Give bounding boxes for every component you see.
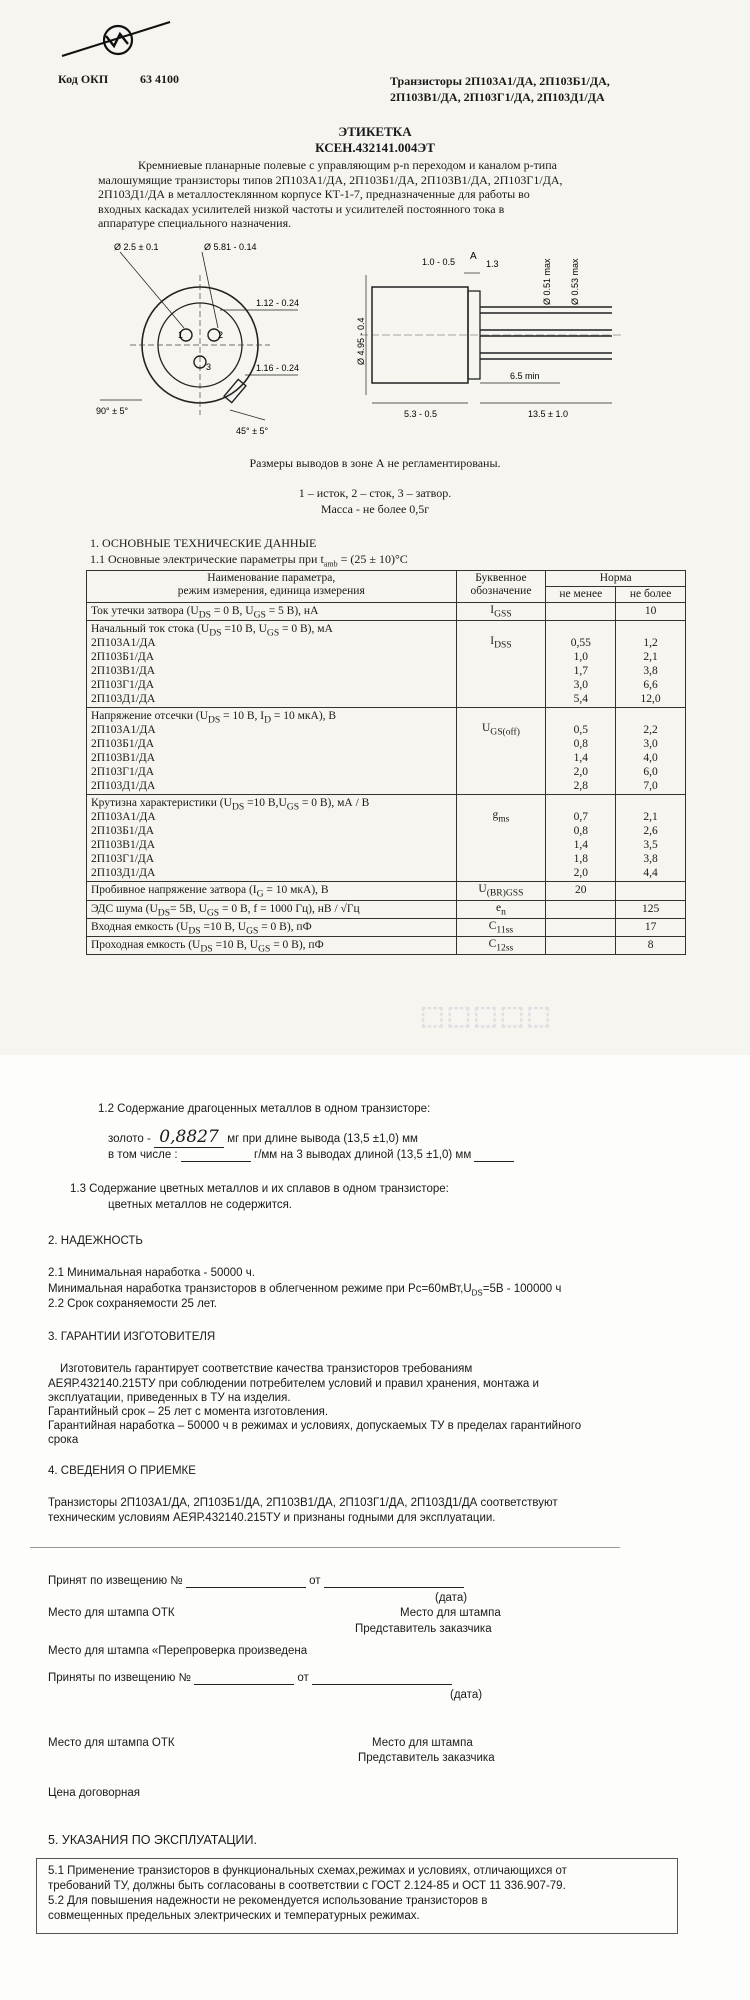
section-2-title: 2. НАДЕЖНОСТЬ — [48, 1235, 143, 1247]
max-value: 3,5 — [643, 839, 658, 852]
product-description — [98, 158, 698, 231]
max-value: 4,4 — [643, 867, 658, 880]
parameter-line: Крутизна характеристики ($U_{DS} =10$ $В,U_{GS} = 0$ В), мА / В — [91, 797, 370, 813]
reliability-line: 2.1 Минимальная наработка - 50000 ч. — [48, 1267, 255, 1279]
parameter-row — [87, 795, 686, 882]
max-value-cell — [616, 795, 686, 882]
mass-note: Масса - не более 0,5г — [320, 502, 430, 516]
min-value: 1,8 — [573, 853, 588, 866]
max-value: 4,0 — [643, 752, 658, 765]
nonferrous-title: 1.3 Содержание цветных металлов и их сплавов в одном транзисторе: — [70, 1183, 449, 1195]
gold-suffix: мг при длине вывода (13,5 ±1,0) мм — [227, 1133, 418, 1145]
parameter-line: 2П103Г1/ДА — [91, 853, 155, 866]
parameter-line: 2П103Б1/ДА — [91, 651, 155, 664]
watermark: ⬚⬚⬚⬚⬚ — [420, 1000, 553, 1030]
operation-line: совмещенных предельных электрических и температурных режимах. — [48, 1910, 420, 1922]
max-value: 10 — [644, 605, 657, 617]
parameter-name-cell — [87, 795, 457, 882]
reliability-tail: =5В - 100000 ч — [482, 1283, 562, 1295]
incl-prefix: в том числе : — [108, 1149, 178, 1161]
label-page-2 — [0, 1055, 750, 2000]
date-caption: (дата) — [450, 1689, 483, 1701]
min-value-cell — [546, 937, 616, 955]
min-value: 0,5 — [573, 724, 588, 737]
min-value: 0,8 — [573, 825, 588, 838]
parameter-line: Пробивное напряжение затвора ($I_G = 10$ мкА), В — [91, 884, 329, 900]
warranty-line: Гарантийная наработка – 50000 ч в режимах и условиях, допускаемых ТУ в пределах гарантийного — [48, 1420, 582, 1432]
subtitle-tail: = (25 ± 10)°С — [337, 552, 408, 566]
max-value-cell — [616, 621, 686, 708]
parameter-name-cell — [87, 900, 457, 918]
product-list-line-1: Транзисторы 2П103А1/ДА, 2П103Б1/ДА, — [390, 74, 610, 88]
reliability-subscript: DS — [471, 1288, 483, 1298]
parameter-line: 2П103Г1/ДА — [91, 679, 155, 692]
min-value-cell — [546, 882, 616, 900]
max-value: 7,0 — [643, 780, 658, 793]
max-value: 3,8 — [643, 665, 658, 678]
dimension-label: 5.3 - 0.5 — [404, 409, 438, 419]
gold-value-handwritten: 0,8827 — [154, 1127, 224, 1148]
price-note: Цена договорная — [48, 1787, 141, 1799]
max-value: 6,0 — [643, 766, 658, 779]
min-value: 5,4 — [573, 693, 588, 706]
description-line: 2П103Д1/ДА в металлостеклянном корпусе КТ-1-7, предназначенные для работы во — [98, 187, 530, 201]
accepted-by-notice-2 — [48, 1672, 452, 1685]
min-value — [550, 709, 611, 723]
customer-representative: Представитель заказчика — [355, 1623, 492, 1635]
otk-stamp-place: Место для штампа ОТК — [48, 1607, 175, 1619]
min-value: 0,55 — [570, 637, 591, 650]
reliability-line: 2.2 Срок сохраняемости 25 лет. — [48, 1298, 218, 1310]
max-value — [620, 883, 681, 897]
stamp-place: Место для штампа — [372, 1737, 473, 1749]
min-value-cell — [546, 795, 616, 882]
min-header: не менее — [546, 587, 616, 603]
param-header-line: Наименование параметра, — [207, 572, 336, 584]
description-line: входных каскадах усилителей низкой частоты и усилителей постоянного тока в — [98, 201, 505, 216]
max-value-cell — [616, 708, 686, 795]
accepted-label: Приняты по извещению № — [48, 1672, 191, 1684]
max-value: 3,0 — [643, 738, 658, 751]
min-value: 1,4 — [573, 752, 588, 765]
section-1-title: 1. ОСНОВНЫЕ ТЕХНИЧЕСКИЕ ДАННЫЕ — [90, 536, 317, 550]
dimension-label: 1.16 - 0.24 — [256, 363, 300, 373]
okp-code: 63 4100 — [140, 72, 179, 86]
reliability-line — [48, 1283, 561, 1297]
min-value — [550, 604, 611, 618]
pinout-note: 1 – исток, 2 – сток, 3 – затвор. — [298, 486, 452, 500]
parameter-line: 2П103А1/ДА — [91, 724, 156, 737]
parameter-symbol-cell: $U_{GS(off)}$ — [456, 708, 546, 795]
min-value-cell — [546, 621, 616, 708]
dimension-label: 45° ± 5° — [236, 426, 269, 436]
stamp-place: Место для штампа — [400, 1607, 501, 1619]
symbol-header-line: обозначение — [470, 585, 532, 597]
parameter-line: Проходная емкость ($U_{DS} =10$ В, $U_{GS} = 0$ В), пФ — [91, 939, 324, 955]
min-value — [550, 938, 611, 952]
pin-number-label: 1 — [178, 330, 184, 340]
customer-representative: Представитель заказчика — [358, 1752, 495, 1764]
max-value — [620, 796, 681, 810]
max-value: 8 — [647, 939, 654, 952]
section-1-subtitle — [90, 552, 408, 568]
parameter-name-cell — [87, 708, 457, 795]
min-value-cell — [546, 603, 616, 621]
parameter-symbol-cell: $U_{(BR)GSS}$ — [456, 882, 546, 900]
product-list-line-2: 2П103В1/ДА, 2П103Г1/ДА, 2П103Д1/ДА — [390, 90, 605, 104]
parameter-line: 2П103В1/ДА — [91, 752, 156, 765]
section-3-title: 3. ГАРАНТИИ ИЗГОТОВИТЕЛЯ — [48, 1331, 216, 1343]
zone-a-note: Размеры выводов в зоне А не регламентированы. — [249, 456, 501, 470]
warranty-line: Гарантийный срок – 25 лет с момента изготовления. — [48, 1406, 329, 1418]
warranty-line: эксплуатации, приведенных в ТУ на изделия. — [48, 1392, 291, 1404]
section-5-title: 5. УКАЗАНИЯ ПО ЭКСПЛУАТАЦИИ. — [48, 1833, 257, 1847]
operation-line: требований ТУ, должны быть согласованы в соответствии с ГОСТ 2.124-85 и ОСТ 11 336.907-79. — [48, 1880, 566, 1892]
parameter-name-cell — [87, 621, 457, 708]
symbol-header — [456, 571, 546, 603]
min-value: 0,7 — [573, 811, 588, 824]
dimension-label: 13.5 ± 1.0 — [528, 409, 568, 419]
dimension-label: 1.3 — [486, 259, 499, 269]
parameter-line: Начальный ток стока ($U_{DS} =10$ В, $U_{GS} = 0$ В), мА — [91, 623, 333, 639]
parameter-line: 2П103Б1/ДА — [91, 825, 155, 838]
parameter-row — [87, 621, 686, 708]
parameter-line: 2П103Д1/ДА — [91, 693, 156, 706]
parameter-row — [87, 882, 686, 900]
param-header — [87, 571, 457, 603]
parameter-name-cell — [87, 937, 457, 955]
document-title: ЭТИКЕТКА — [338, 124, 412, 139]
parameter-line: 2П103В1/ДА — [91, 665, 156, 678]
parameter-line: Входная емкость ($U_{DS} =10$ В, $U_{GS} = 0$ В), пФ — [91, 920, 312, 937]
max-value: 125 — [641, 902, 660, 915]
parameter-line: 2П103А1/ДА — [91, 811, 156, 824]
param-header-line: режим измерения, единица измерения — [177, 585, 365, 597]
parameter-line: 2П103А1/ДА — [91, 637, 156, 650]
parameter-line: Ток утечки затвора ($U_{DS} = 0$ В, $U_{GS} = 5$ В), нА — [91, 605, 319, 621]
max-value-cell — [616, 603, 686, 621]
dimension-label: 6.5 min — [510, 371, 540, 381]
gold-prefix: золото - — [108, 1133, 151, 1145]
package-side-view-drawing — [356, 245, 630, 425]
dimension-label: Ø 0.53 max — [570, 258, 580, 305]
min-value-cell — [546, 918, 616, 936]
subtitle-text: 1.1 Основные электрические параметры при t — [90, 552, 324, 566]
symbol-header-line: Буквенное — [475, 572, 527, 584]
parameter-symbol-cell: $g_{ms}$ — [456, 795, 546, 882]
reliability-text: Минимальная наработка транзисторов в облегченном режиме при Рс=60мВт,U — [48, 1283, 472, 1295]
parameter-symbol-cell: $e_n$ — [456, 900, 546, 918]
max-value-cell — [616, 918, 686, 936]
package-top-view-drawing — [80, 240, 320, 440]
max-value: 3,8 — [643, 853, 658, 866]
max-value: 17 — [644, 920, 657, 933]
acceptance-line: техническим условиям АЕЯР.432140.215ТУ и признаны годными для эксплуатации. — [48, 1512, 496, 1524]
parameter-row — [87, 918, 686, 936]
factory-logo-icon — [58, 16, 178, 64]
subtitle-subscript: amb — [323, 559, 338, 569]
dimension-label: 1.12 - 0.24 — [256, 298, 300, 308]
max-value: 2,1 — [643, 651, 658, 664]
max-value-cell — [616, 937, 686, 955]
accepted-label: Принят по извещению № — [48, 1575, 183, 1587]
parameter-line: 2П103Д1/ДА — [91, 867, 156, 880]
pin-number-label: 3 — [206, 362, 212, 372]
gold-content-line — [108, 1127, 418, 1148]
min-value-cell — [546, 708, 616, 795]
from-label: от — [309, 1575, 321, 1587]
okp-label: Код ОКП — [58, 72, 109, 86]
max-value: 12,0 — [640, 693, 661, 706]
min-value-cell — [546, 900, 616, 918]
otk-stamp-place: Место для штампа ОТК — [48, 1737, 175, 1749]
dimension-label: Ø 0.51 max — [542, 258, 552, 305]
warranty-line: Изготовитель гарантирует соответствие качества транзисторов требованиям — [60, 1363, 473, 1375]
document-code: КСЕН.432141.004ЭТ — [315, 140, 435, 155]
parameter-row — [87, 900, 686, 918]
min-value: 0,8 — [573, 738, 588, 751]
max-value: 2,2 — [643, 724, 658, 737]
acceptance-line: Транзисторы 2П103А1/ДА, 2П103Б1/ДА, 2П103В1/ДА, 2П103Г1/ДА, 2П103Д1/ДА соответствуют — [48, 1497, 558, 1509]
parameter-line: Напряжение отсечки ($U_{DS} = 10$ В, $I_D = 10$ мкА), В — [91, 710, 337, 726]
parameter-name-cell — [87, 918, 457, 936]
warranty-line: АЕЯР.432140.215ТУ при соблюдении потребителем условий и правил хранения, монтажа и — [48, 1378, 539, 1390]
dimension-label: 1.0 - 0.5 — [422, 257, 456, 267]
parameter-line: ЭДС шума ($U_{DS}= 5В$, $U_{GS} = 0$ В, f = 1000 Гц), нВ / √Гц — [91, 902, 360, 918]
min-value — [550, 920, 611, 934]
zone-a-label: A — [470, 251, 477, 262]
electrical-parameters-table — [86, 570, 686, 955]
max-value — [620, 709, 681, 723]
pin-number-label: 2 — [218, 330, 224, 340]
min-value: 2,0 — [573, 766, 588, 779]
dimension-label: Ø 5.81 - 0.14 — [204, 242, 257, 252]
min-value — [550, 902, 611, 916]
max-value: 1,2 — [643, 637, 658, 650]
max-value-cell — [616, 900, 686, 918]
parameter-row — [87, 603, 686, 621]
nonferrous-text: цветных металлов не содержится. — [108, 1199, 293, 1211]
warranty-line: срока — [48, 1434, 79, 1446]
date-caption: (дата) — [435, 1592, 468, 1604]
section-4-title: 4. СВЕДЕНИЯ О ПРИЕМКЕ — [48, 1465, 196, 1477]
accepted-by-notice-1 — [48, 1575, 464, 1588]
min-value: 2,8 — [573, 780, 588, 793]
parameter-line: 2П103В1/ДА — [91, 839, 156, 852]
min-value: 1,0 — [573, 651, 588, 664]
min-value — [550, 622, 611, 636]
dimension-label: 90° ± 5° — [96, 406, 129, 416]
description-line: Кремниевые планарные полевые с управляющим p-n переходом и каналом p-типа — [138, 158, 557, 172]
norm-header: Норма — [546, 571, 686, 587]
parameter-line: 2П103Г1/ДА — [91, 766, 155, 779]
min-value: 2,0 — [573, 867, 588, 880]
parameter-line: 2П103Б1/ДА — [91, 738, 155, 751]
parameter-name-cell — [87, 603, 457, 621]
min-value: 1,4 — [573, 839, 588, 852]
reverification-stamp-place: Место для штампа «Перепроверка произведена — [48, 1645, 308, 1657]
parameter-symbol-cell: $I_{GSS}$ — [456, 603, 546, 621]
max-value-cell — [616, 882, 686, 900]
max-value: 2,1 — [643, 811, 658, 824]
max-header: не более — [616, 587, 686, 603]
description-line: аппаратуре специального назначения. — [98, 216, 292, 230]
dimension-label: Ø 4.95 - 0.4 — [356, 317, 366, 365]
max-value: 6,6 — [643, 679, 658, 692]
from-label: от — [297, 1672, 309, 1684]
max-value: 2,6 — [643, 825, 658, 838]
min-value — [550, 796, 611, 810]
parameter-row — [87, 708, 686, 795]
parameter-symbol-cell: $I_{DSS}$ — [456, 621, 546, 708]
max-value — [620, 622, 681, 636]
dimension-label: Ø 2.5 ± 0.1 — [114, 242, 159, 252]
parameter-name-cell — [87, 882, 457, 900]
min-value: 1,7 — [573, 665, 588, 678]
operation-line: 5.2 Для повышения надежности не рекомендуется использование транзисторов в — [48, 1895, 488, 1907]
description-line: малошумящие транзисторы типов 2П103А1/ДА, 2П103Б1/ДА, 2П103В1/ДА, 2П103Г1/ДА, — [98, 172, 563, 187]
form-top-rule — [30, 1547, 620, 1549]
incl-line — [108, 1149, 514, 1162]
parameter-row — [87, 937, 686, 955]
incl-mid: г/мм на 3 выводах длиной (13,5 ±1,0) мм — [254, 1149, 472, 1161]
metals-title: 1.2 Содержание драгоценных металлов в одном транзисторе: — [98, 1103, 431, 1115]
operation-line: 5.1 Применение транзисторов в функциональных схемах,режимах и условиях, отличающихся от — [48, 1865, 567, 1877]
parameter-line: 2П103Д1/ДА — [91, 780, 156, 793]
parameter-symbol-cell: $C_{11ss}$ — [456, 918, 546, 936]
min-value: 3,0 — [573, 679, 588, 692]
parameter-symbol-cell: $C_{12ss}$ — [456, 937, 546, 955]
min-value: 20 — [575, 884, 587, 897]
